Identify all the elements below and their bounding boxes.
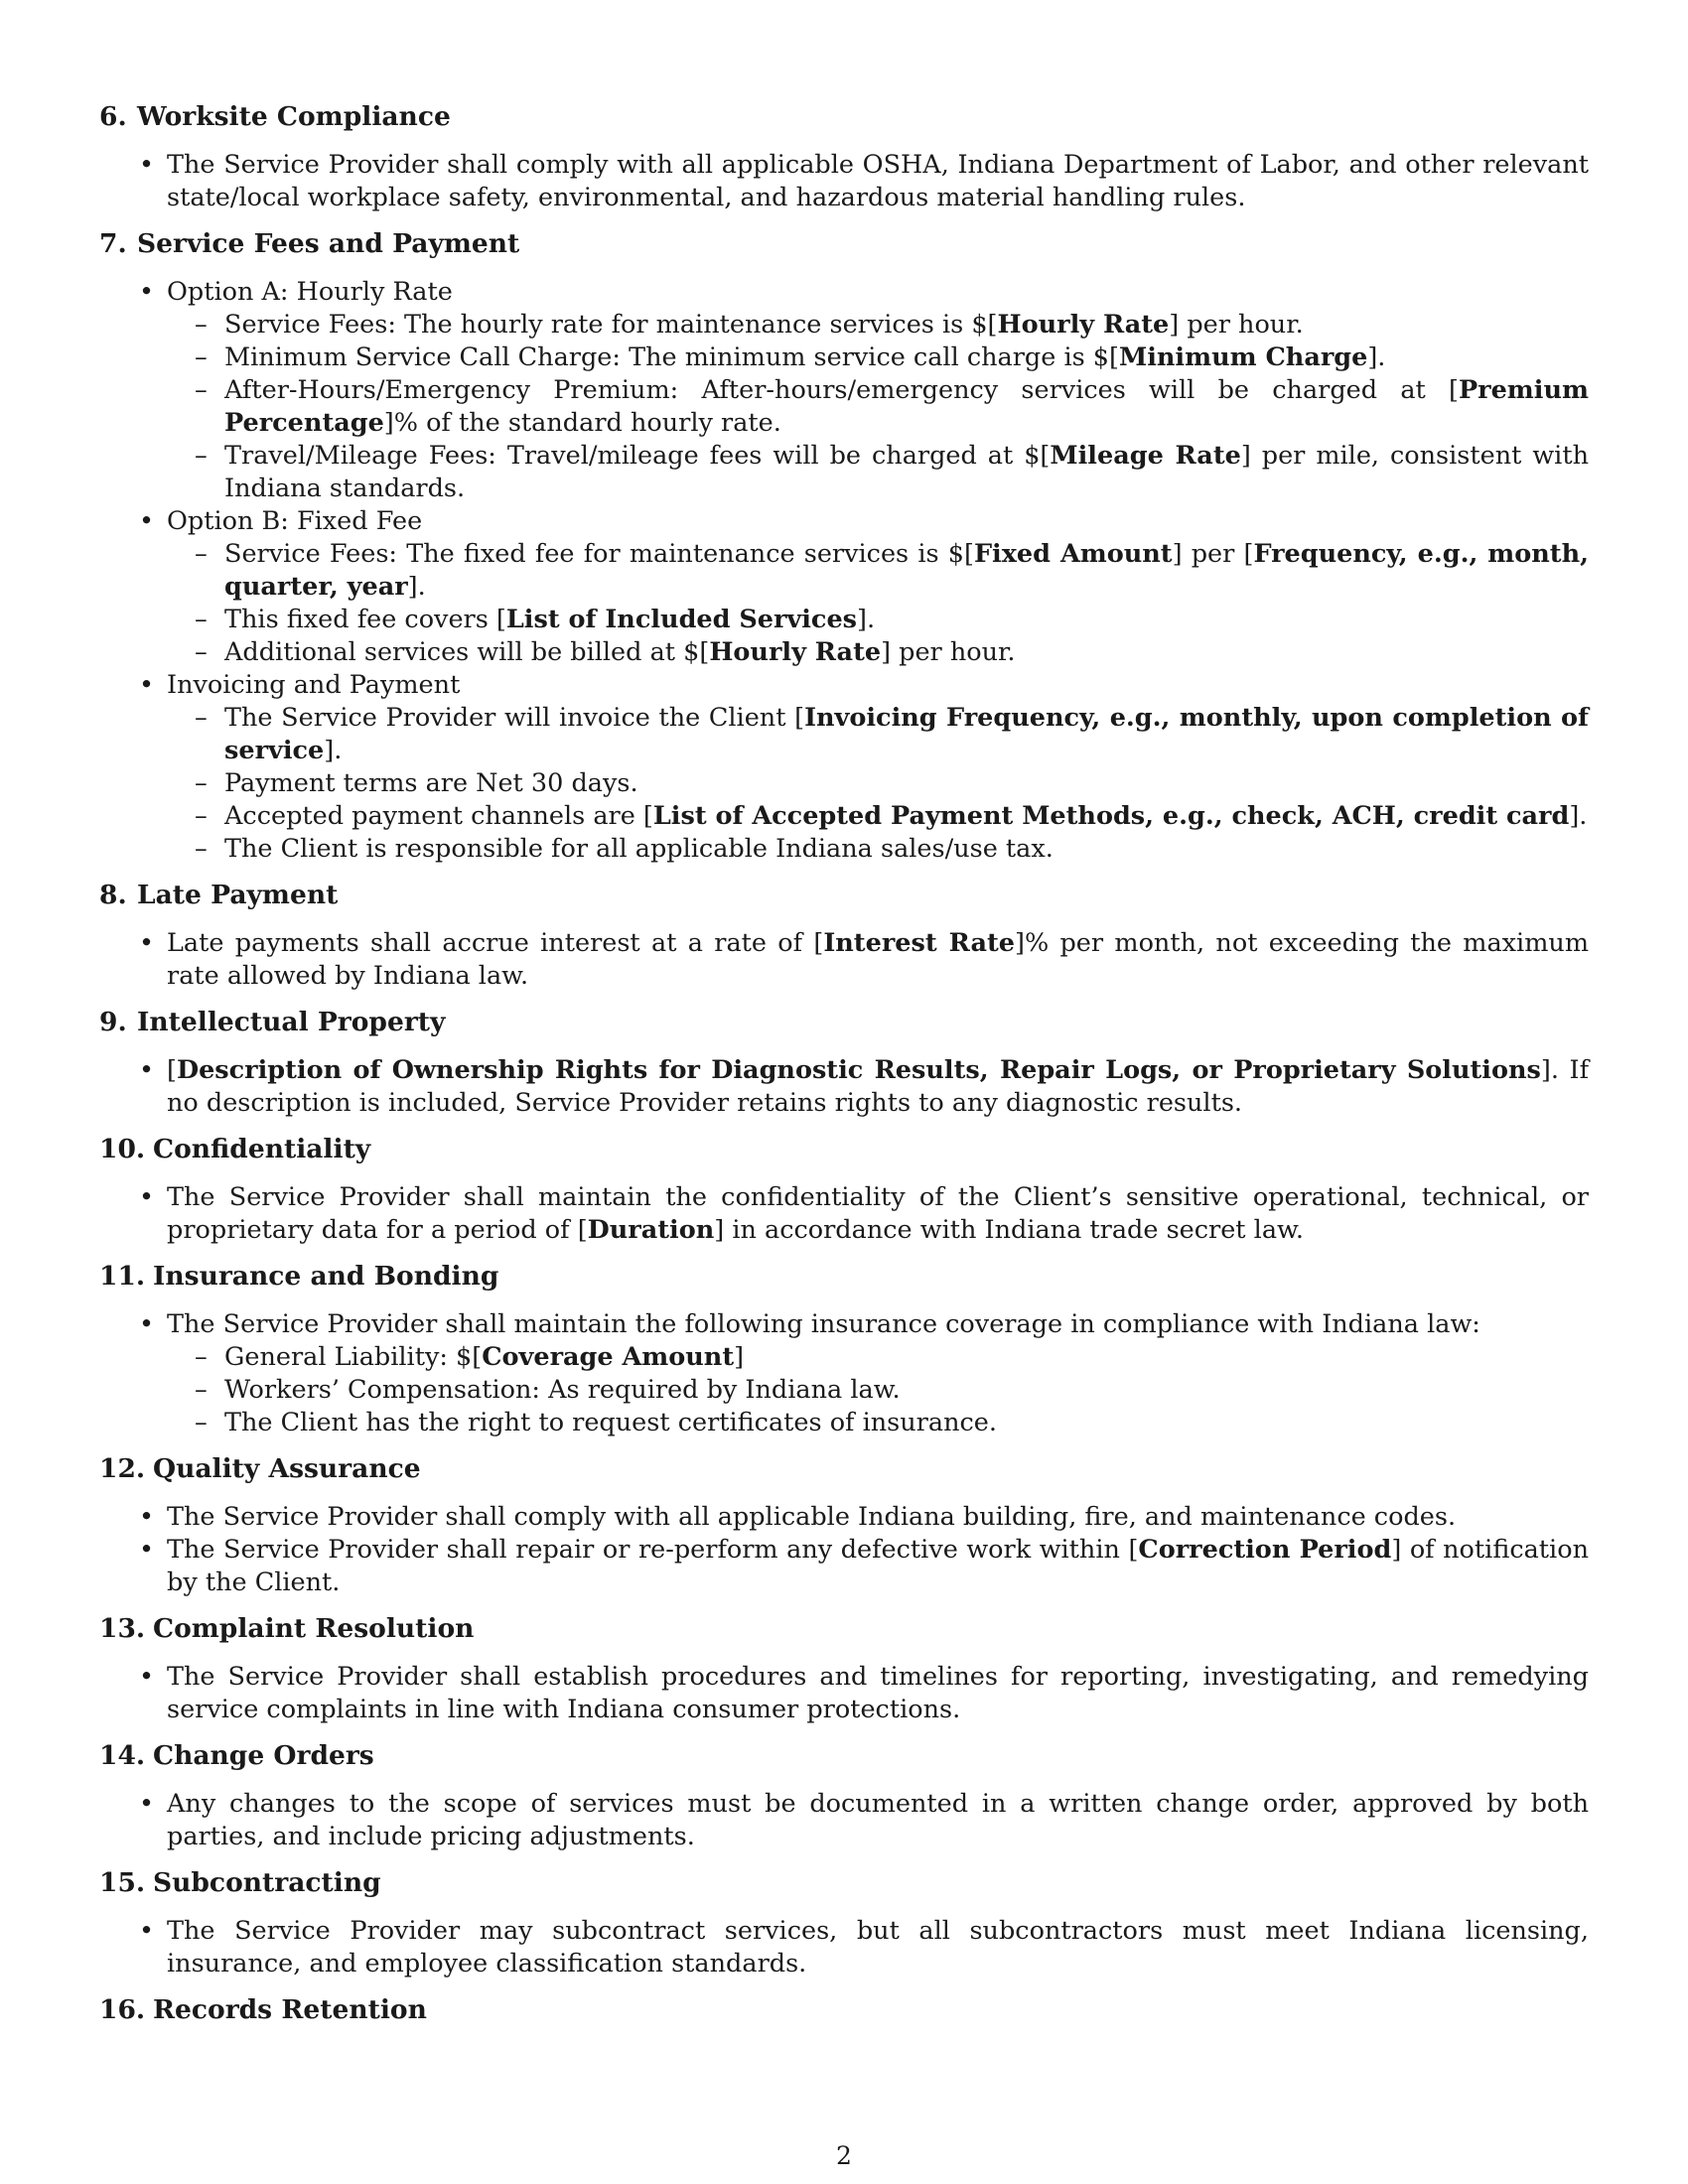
section-heading: 6. Worksite Compliance — [99, 101, 451, 132]
section-heading: 9. Intellectual Property — [99, 1007, 446, 1037]
section-change-orders — [99, 1740, 1589, 1853]
bullet-item: • The Service Provider shall establish procedures and timelines for reporting, investigating, and remedying service complaints in line with Indiana consumer protections. — [99, 1661, 1589, 1726]
sub-item: – Additional services will be billed at $[Hourly Rate] per hour. — [165, 636, 1589, 669]
section-heading: 16. Records Retention — [99, 1994, 427, 2025]
section-worksite-compliance — [99, 101, 1589, 214]
bullet-item: • [Description of Ownership Rights for Diagnostic Results, Repair Logs, or Proprietary Solutions]. If no description is included, Service Provider retains rights to any diagnostic results. — [99, 1054, 1589, 1120]
section-subcontracting — [99, 1867, 1589, 1980]
sub-item: – Travel/Mileage Fees: Travel/mileage fees will be charged at $[Mileage Rate] per mile, consistent with Indiana standards. — [165, 440, 1589, 505]
bullet-item: • The Service Provider shall comply with all applicable Indiana building, fire, and maintenance codes. — [99, 1501, 1589, 1534]
sub-item: – Workers’ Compensation: As required by Indiana law. — [165, 1374, 1589, 1407]
section-heading: 14. Change Orders — [99, 1740, 374, 1771]
sub-item: – Service Fees: The fixed fee for maintenance services is $[Fixed Amount] per [Frequency, e.g., month, quarter, year]. — [165, 538, 1589, 604]
sub-item: – Payment terms are Net 30 days. — [165, 767, 1589, 800]
section-service-fees — [99, 228, 1589, 866]
sub-item: – Accepted payment channels are [List of Accepted Payment Methods, e.g., check, ACH, credit card]. — [165, 800, 1589, 833]
sub-item: – The Client has the right to request certificates of insurance. — [165, 1407, 1589, 1439]
section-heading: 13. Complaint Resolution — [99, 1613, 475, 1644]
section-heading: 12. Quality Assurance — [99, 1453, 421, 1484]
page-number: 2 — [836, 2141, 852, 2170]
section-complaint-resolution — [99, 1613, 1589, 1726]
section-late-payment — [99, 880, 1589, 993]
sub-item: – The Client is responsible for all applicable Indiana sales/use tax. — [165, 833, 1589, 866]
section-heading: 10. Confidentiality — [99, 1134, 371, 1164]
document-body — [99, 101, 1589, 2042]
bullet-item: • The Service Provider shall comply with all applicable OSHA, Indiana Department of Labor, and other relevant state/local workplace safety, environmental, and hazardous material handling rules. — [99, 149, 1589, 214]
bullet-item: • Late payments shall accrue interest at a rate of [Interest Rate]% per month, not exceeding the maximum rate allowed by Indiana law. — [99, 927, 1589, 993]
section-records-retention — [99, 1994, 1589, 2026]
bullet-item: • The Service Provider shall maintain the confidentiality of the Client’s sensitive operational, technical, or proprietary data for a period of [Duration] in accordance with Indiana trade secret law. — [99, 1181, 1589, 1247]
section-confidentiality — [99, 1134, 1589, 1247]
sub-item: – General Liability: $[Coverage Amount] — [165, 1341, 1589, 1374]
bullet-item-option-b: • Option B: Fixed Fee – Service Fees: The fixed fee for maintenance services is $[Fixed Amount] per [Frequency, e.g., month, quarter, year]. – This fixed fee covers [List of Included Services]. – Additional services will be billed at $[Hourly Rate] per hour. — [99, 505, 1589, 669]
bullet-item: • The Service Provider shall repair or re-perform any defective work within [Correction Period] of notification by the Client. — [99, 1534, 1589, 1599]
section-intellectual-property — [99, 1007, 1589, 1120]
sub-item: – After-Hours/Emergency Premium: After-hours/emergency services will be charged at [Premium Percentage]% of the standard hourly rate. — [165, 374, 1589, 440]
bullet-item: • The Service Provider may subcontract services, but all subcontractors must meet Indiana licensing, insurance, and employee classification standards. — [99, 1915, 1589, 1980]
sub-item: – Minimum Service Call Charge: The minimum service call charge is $[Minimum Charge]. — [165, 341, 1589, 374]
bullet-item: • The Service Provider shall maintain the following insurance coverage in compliance with Indiana law: – General Liability: $[Coverage Amount] – Workers’ Compensation: As required by Indiana law. – The Client has the right to request certificates of insurance. — [99, 1308, 1589, 1439]
bullet-item-option-a: • Option A: Hourly Rate – Service Fees: The hourly rate for maintenance services is $[Hourly Rate] per hour. – Minimum Service Call Charge: The minimum service call charge is $[Minimum Charge]. – After-Hours/Emergency Premium: After-hours/emergency services will be charged at [Premium Percentage]% of the standard hourly rate. – Travel/Mileage Fees: Travel/mileage fees will be charged at $[Mileage Rate] per mile, consistent with Indiana standards. — [99, 276, 1589, 505]
section-heading: 11. Insurance and Bonding — [99, 1261, 499, 1292]
sub-item: – Service Fees: The hourly rate for maintenance services is $[Hourly Rate] per hour. — [165, 309, 1589, 341]
bullet-item-invoicing: • Invoicing and Payment – The Service Provider will invoice the Client [Invoicing Frequency, e.g., monthly, upon completion of service]. – Payment terms are Net 30 days. – Accepted payment channels are [List of Accepted Payment Methods, e.g., check, ACH, credit card]. – The Client is responsible for all applicable Indiana sales/use tax. — [99, 669, 1589, 866]
section-heading: 8. Late Payment — [99, 880, 339, 910]
section-heading: 15. Subcontracting — [99, 1867, 381, 1898]
bullet-item: • Any changes to the scope of services must be documented in a written change order, approved by both parties, and include pricing adjustments. — [99, 1788, 1589, 1853]
sub-item: – The Service Provider will invoice the Client [Invoicing Frequency, e.g., monthly, upon completion of service]. — [165, 702, 1589, 767]
section-heading: 7. Service Fees and Payment — [99, 228, 520, 259]
section-quality-assurance — [99, 1453, 1589, 1599]
section-insurance-bonding — [99, 1261, 1589, 1439]
sub-item: – This fixed fee covers [List of Included Services]. — [165, 604, 1589, 636]
